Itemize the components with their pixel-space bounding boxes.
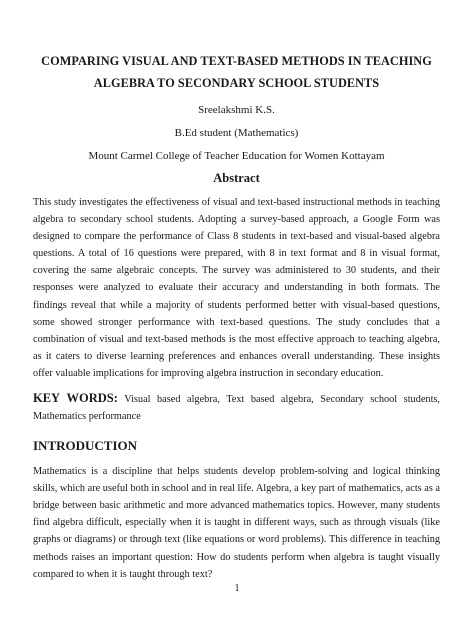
abstract-heading: Abstract xyxy=(213,171,260,185)
keywords-label: KEY WORDS: xyxy=(33,391,118,406)
author-affiliation: Mount Carmel College of Teacher Education for Women Kottayam xyxy=(88,150,385,162)
abstract-text: This study investigates the effectiveness of visual and text-based instructional methods in teaching algebra to secondary school students. Adopting a survey-based approach, a Google Form was designed to compare the performance of Class 8 students in text-based and visual-based algebra questions. A total of 16 questions were prepared, with 8 in text format and 8 in visual format, covering the same algebraic concepts. The survey was administered to 30 students, and their responses were analyzed to evaluate their accuracy and understanding in both formats. The findings reveal that while a majority of students performed better with visual-based questions, some showed stronger performance with text-based questions. The study concludes that a combination of visual and text-based methods is the most effective approach to teaching algebra, as it caters to diverse learning preferences and enhances overall understanding. These insights offer valuable implications for improving algebra instruction in secondary education. xyxy=(33,197,440,379)
introduction-heading: INTRODUCTION xyxy=(33,438,138,454)
author-name: Sreelakshmi K.S. xyxy=(198,104,275,116)
keywords-text: Visual based algebra, Text based algebra, Secondary school students, Mathematics performance xyxy=(33,394,441,423)
paper-title-line-1: COMPARING VISUAL AND TEXT-BASED METHODS IN TEACHING xyxy=(41,54,432,68)
introduction-text: Mathematics is a discipline that helps students develop problem-solving and logical thinking skills, which are useful both in school and in real life. Algebra, a key part of mathematics, acts as a bridge between basic arithmetic and more advanced mathematics topics. However, many students find algebra difficult, especially when it is taught in different ways, such as through visuals (like graphs or diagrams) or through text (like equations or word problems). This difference in teaching methods raises an important question: How do students perform when algebra is taught visually compared to when it is taught through text? xyxy=(33,466,440,580)
keywords xyxy=(33,390,440,425)
author-role: B.Ed student (Mathematics) xyxy=(174,127,299,139)
page-number: 1 xyxy=(234,583,240,594)
paper-title-line-2: ALGEBRA TO SECONDARY SCHOOL STUDENTS xyxy=(93,76,380,90)
